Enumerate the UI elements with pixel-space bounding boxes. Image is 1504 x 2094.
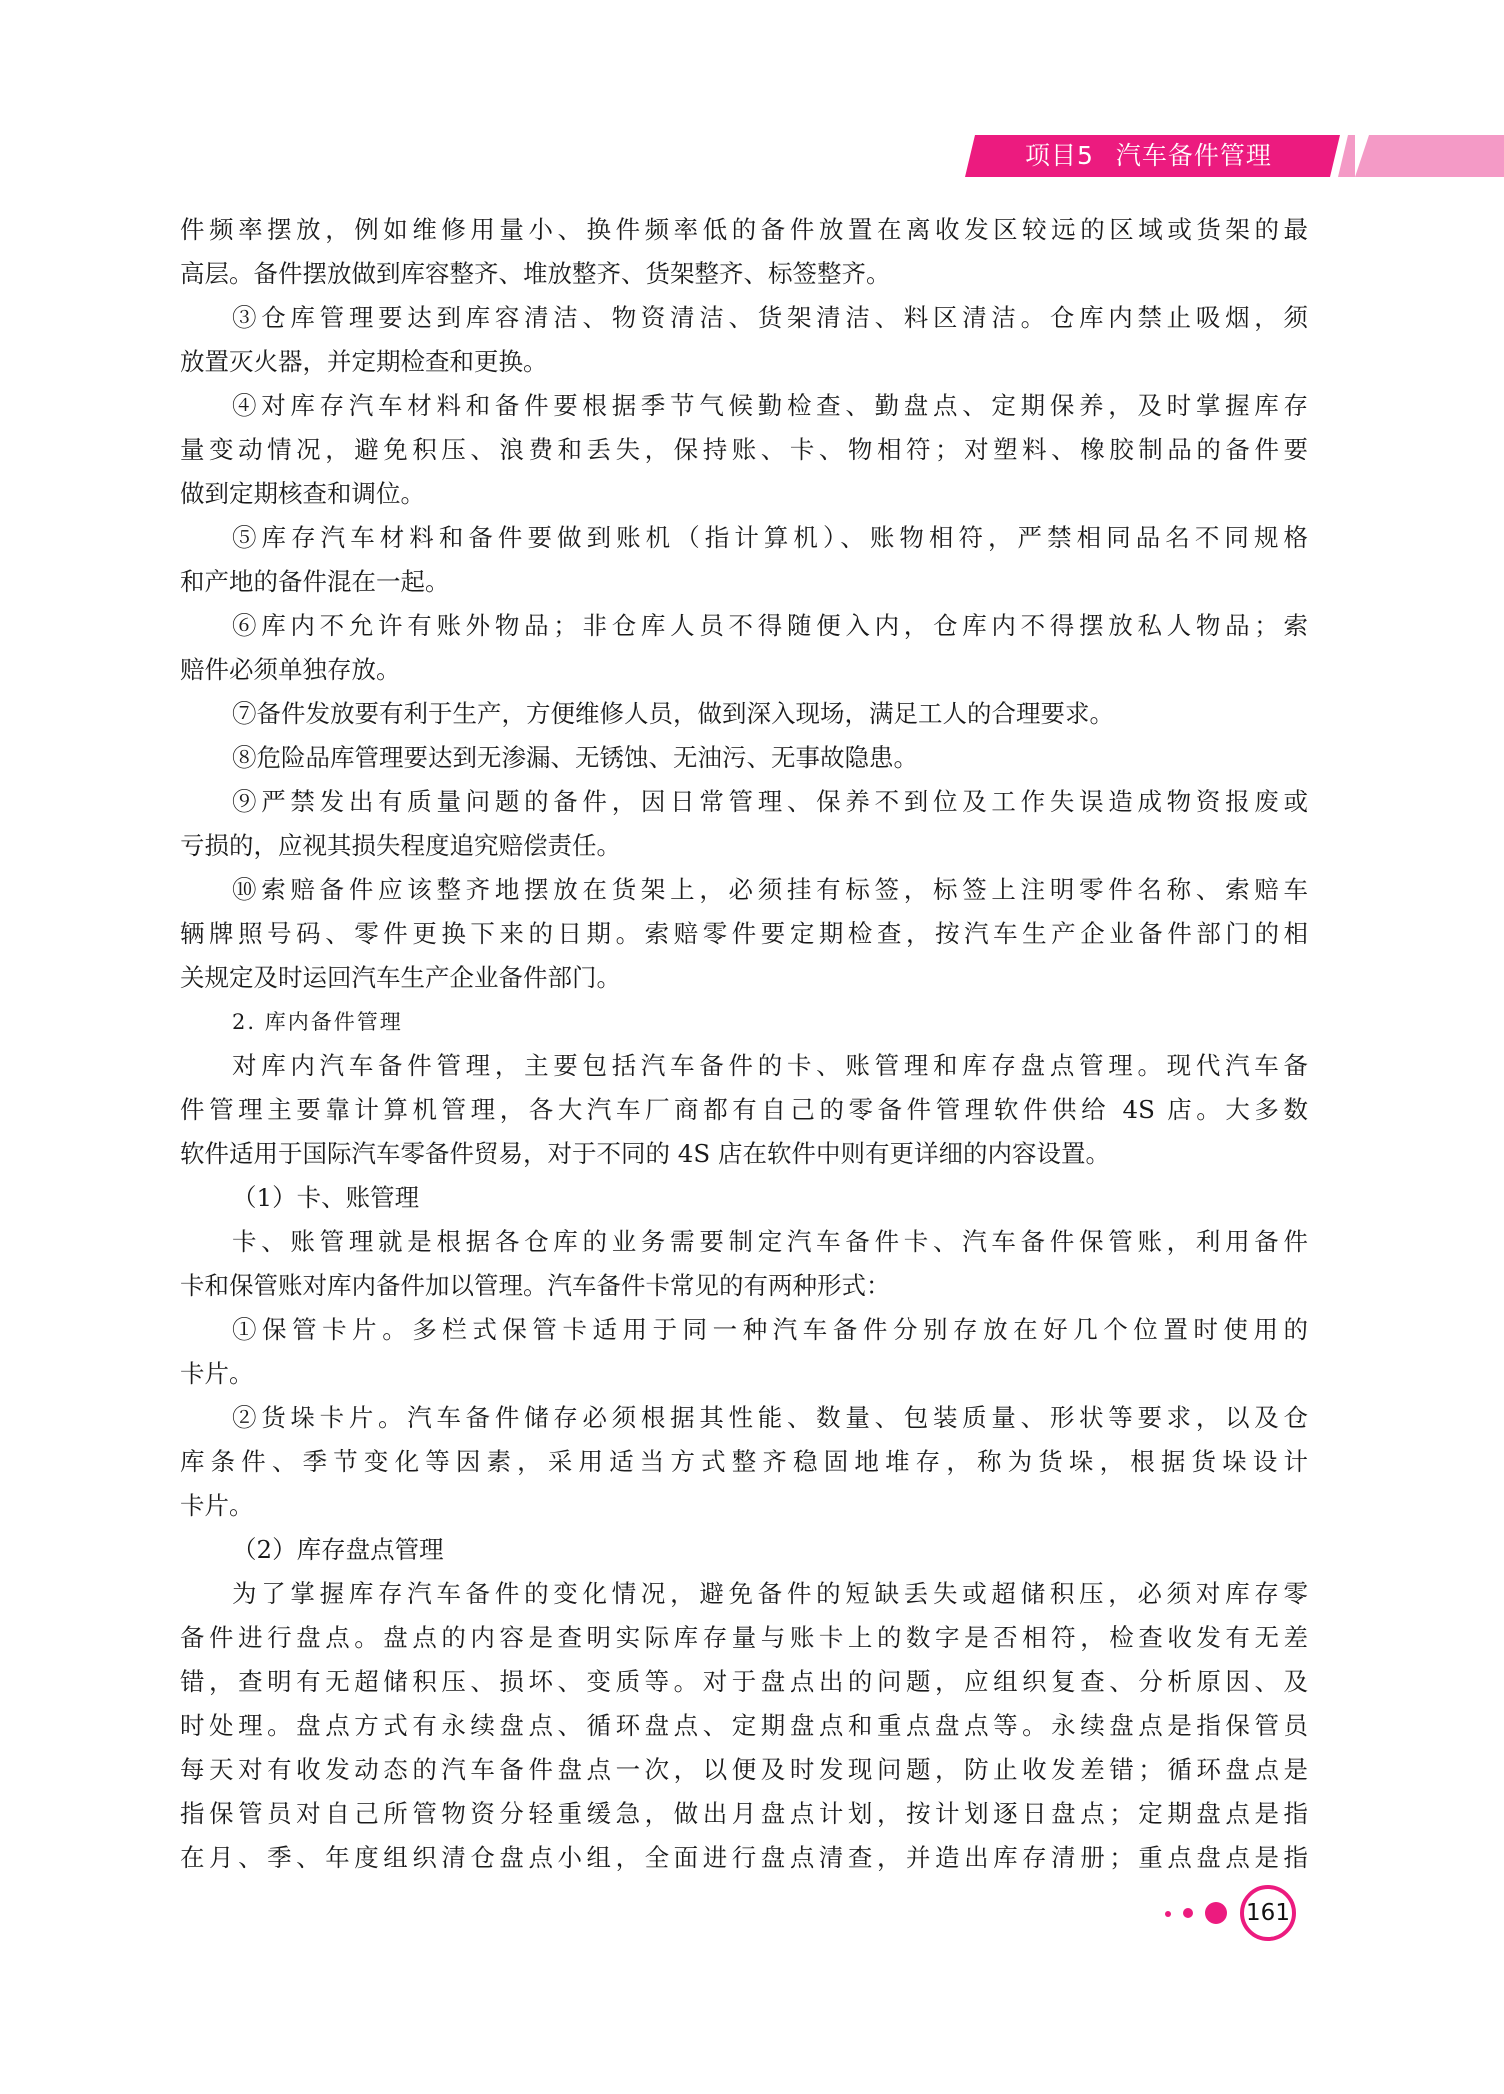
subsection-heading: （2）库存盘点管理 <box>232 1535 444 1564</box>
list-item-1: ①保管卡片。多栏式保管卡适用于同一种汽车备件分别存放在好几个位置时使用的 <box>232 1315 1308 1344</box>
paragraph-line: 每天对有收发动态的汽车备件盘点一次，以便及时发现问题，防止收发差错；循环盘点是 <box>180 1755 1308 1784</box>
header-banner-tail <box>1355 135 1504 177</box>
paragraph-line: 对库内汽车备件管理，主要包括汽车备件的卡、账管理和库存盘点管理。现代汽车备 <box>232 1051 1308 1080</box>
paragraph-line: 在月、季、年度组织清仓盘点小组，全面进行盘点清查，并造出库存清册；重点盘点是指 <box>180 1843 1308 1872</box>
list-item-9: ⑨严禁发出有质量问题的备件，因日常管理、保养不到位及工作失误造成物资报废或 <box>232 787 1308 816</box>
paragraph-line: 卡和保管账对库内备件加以管理。汽车备件卡常见的有两种形式： <box>180 1271 891 1300</box>
paragraph-line: 赔件必须单独存放。 <box>180 655 401 684</box>
paragraph-line: 软件适用于国际汽车零备件贸易，对于不同的 4S 店在软件中则有更详细的内容设置。 <box>180 1139 1110 1168</box>
footer-dot <box>1183 1908 1193 1918</box>
paragraph-line: 指保管员对自己所管物资分轻重缓急，做出月盘点计划，按计划逐日盘点；定期盘点是指 <box>180 1799 1308 1828</box>
page-number: 161 <box>1240 1885 1296 1941</box>
list-item-8: ⑧危险品库管理要达到无渗漏、无锈蚀、无油污、无事故隐患。 <box>232 743 918 772</box>
paragraph-line: 做到定期核查和调位。 <box>180 479 425 508</box>
paragraph-line: 错，查明有无超储积压、损坏、变质等。对于盘点出的问题，应组织复查、分析原因、及 <box>180 1667 1308 1696</box>
paragraph-line: 放置灭火器，并定期检查和更换。 <box>180 347 548 376</box>
paragraph-line: 亏损的，应视其损失程度追究赔偿责任。 <box>180 831 621 860</box>
subsection-heading: （1）卡、账管理 <box>232 1183 420 1212</box>
running-header <box>1025 135 1272 177</box>
list-item-4: ④对库存汽车材料和备件要根据季节气候勤检查、勤盘点、定期保养，及时掌握库存 <box>232 391 1308 420</box>
paragraph-line: 和产地的备件混在一起。 <box>180 567 450 596</box>
footer-dot <box>1165 1911 1171 1917</box>
list-item-2: ②货垛卡片。汽车备件储存必须根据其性能、数量、包装质量、形状等要求，以及仓 <box>232 1403 1308 1432</box>
list-item-10: ⑩索赔备件应该整齐地摆放在货架上，必须挂有标签，标签上注明零件名称、索赔车 <box>232 875 1308 904</box>
paragraph-line: 量变动情况，避免积压、浪费和丢失，保持账、卡、物相符；对塑料、橡胶制品的备件要 <box>180 435 1308 464</box>
paragraph-line: 卡片。 <box>180 1359 254 1388</box>
footer-dot <box>1205 1902 1227 1924</box>
paragraph-line: 备件进行盘点。盘点的内容是查明实际库存量与账卡上的数字是否相符，检查收发有无差 <box>180 1623 1308 1652</box>
paragraph-line: 辆牌照号码、零件更换下来的日期。索赔零件要定期检查，按汽车生产企业备件部门的相 <box>180 919 1308 948</box>
project-label: 项目5 <box>1025 141 1094 170</box>
list-item-5: ⑤库存汽车材料和备件要做到账机（指计算机）、账物相符，严禁相同品名不同规格 <box>232 523 1308 552</box>
page-footer <box>1155 1885 1325 1945</box>
paragraph-line: 件管理主要靠计算机管理，各大汽车厂商都有自己的零备件管理软件供给 4S 店。大多数 <box>180 1095 1308 1124</box>
list-item-6: ⑥库内不允许有账外物品；非仓库人员不得随便入内，仓库内不得摆放私人物品；索 <box>232 611 1308 640</box>
paragraph-line: 关规定及时运回汽车生产企业备件部门。 <box>180 963 621 992</box>
chapter-title: 汽车备件管理 <box>1115 141 1272 170</box>
paragraph-line: 卡片。 <box>180 1491 254 1520</box>
paragraph-line: 高层。备件摆放做到库容整齐、堆放整齐、货架整齐、标签整齐。 <box>180 259 891 288</box>
body-text <box>180 208 1308 1880</box>
list-item-3: ③仓库管理要达到库容清洁、物资清洁、货架清洁、料区清洁。仓库内禁止吸烟，须 <box>232 303 1308 332</box>
paragraph-line: 时处理。盘点方式有永续盘点、循环盘点、定期盘点和重点盘点等。永续盘点是指保管员 <box>180 1711 1308 1740</box>
paragraph-line: 卡、账管理就是根据各仓库的业务需要制定汽车备件卡、汽车备件保管账，利用备件 <box>232 1227 1308 1256</box>
section-heading: 2. 库内备件管理 <box>232 1010 403 1034</box>
list-item-7: ⑦备件发放要有利于生产，方便维修人员，做到深入现场，满足工人的合理要求。 <box>232 699 1114 728</box>
paragraph-line: 为了掌握库存汽车备件的变化情况，避免备件的短缺丢失或超储积压，必须对库存零 <box>232 1579 1308 1608</box>
paragraph-line: 库条件、季节变化等因素，采用适当方式整齐稳固地堆存，称为货垛，根据货垛设计 <box>180 1447 1308 1476</box>
header-banner <box>965 135 1355 177</box>
paragraph-line: 件频率摆放，例如维修用量小、换件频率低的备件放置在离收发区较远的区域或货架的最 <box>180 215 1308 244</box>
